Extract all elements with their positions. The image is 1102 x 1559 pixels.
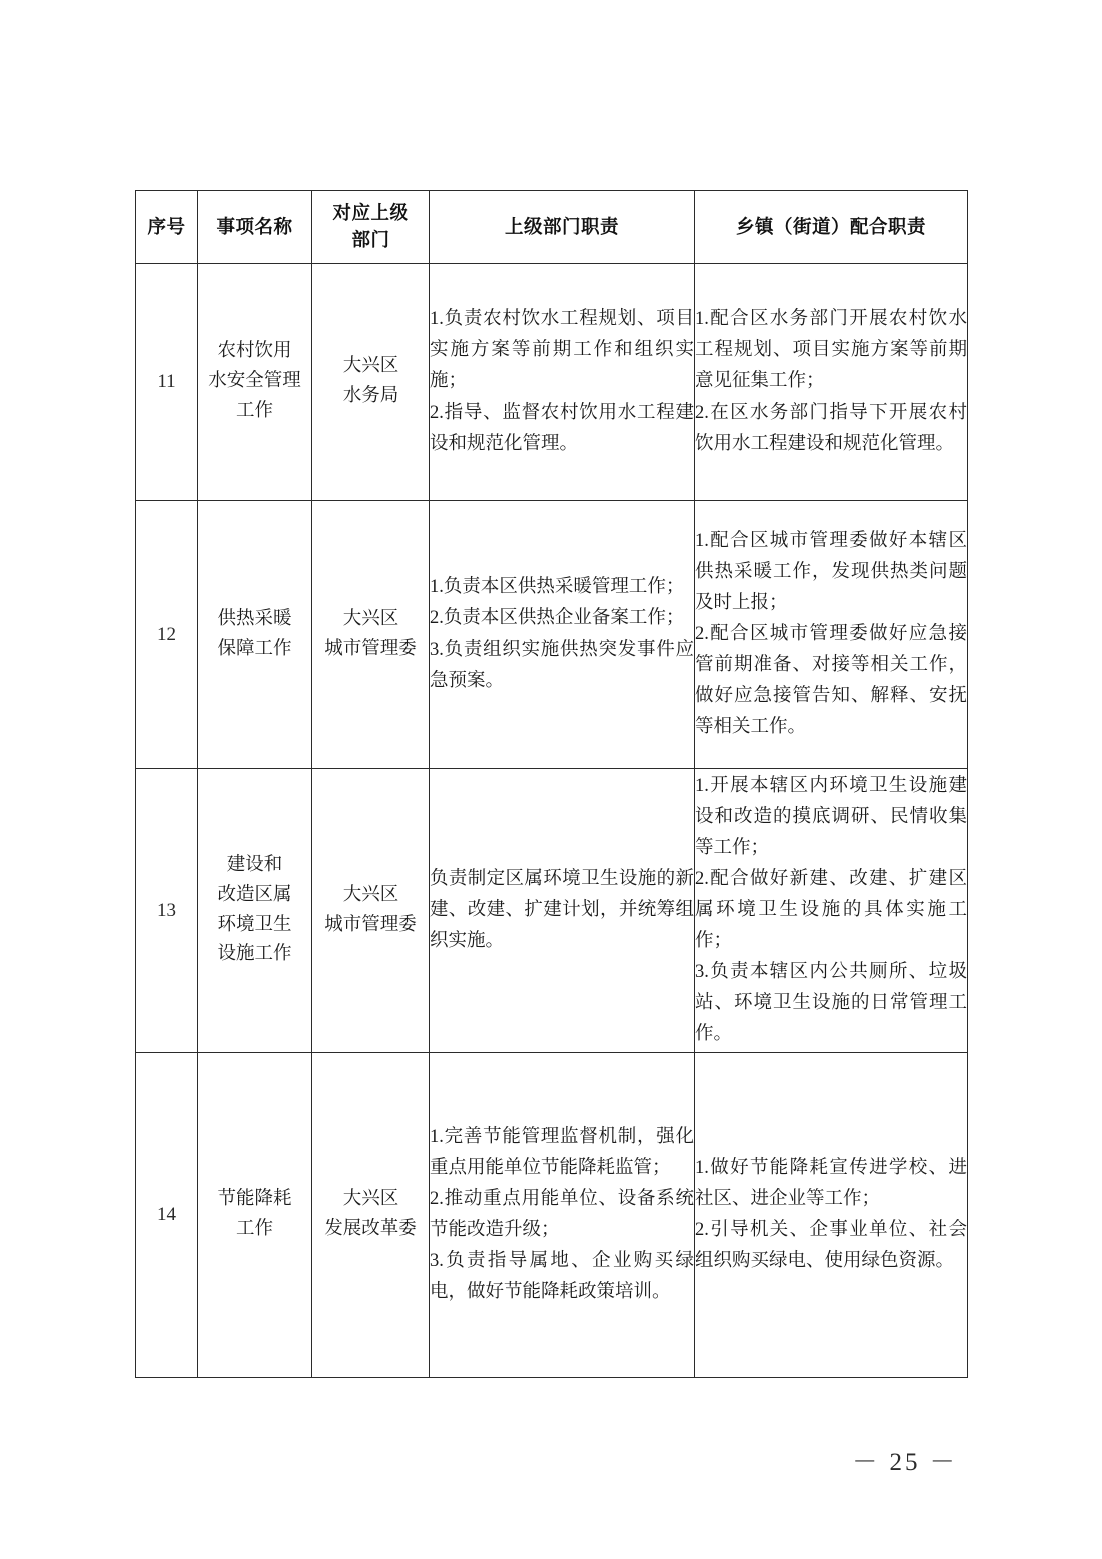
row-item-name-line: 设施工作 — [217, 944, 292, 965]
row-department-line: 水务局 — [342, 386, 399, 406]
row-seq: 13 — [136, 769, 198, 1053]
duty-line: 1.做好节能降耗宣传进学校、进社区、进企业等工作； — [695, 1157, 967, 1209]
row-item-name-line: 水安全管理 — [208, 371, 301, 392]
row-township-duty — [695, 769, 968, 1053]
row-item-name — [198, 264, 312, 501]
row-department-line: 城市管理委 — [324, 638, 417, 659]
duty-line: 2.指导、监督农村饮用水工程建设和规范化管理。 — [430, 402, 694, 454]
row-department — [312, 501, 430, 769]
header-township-duty — [695, 191, 968, 264]
header-upper-department-line2: 部门 — [351, 229, 390, 250]
table-row — [136, 501, 968, 769]
row-department-line: 城市管理委 — [324, 914, 417, 935]
row-item-name-line: 保障工作 — [217, 638, 292, 659]
row-township-duty — [695, 501, 968, 769]
header-township-duty-label: 乡镇（街道）配合职责 — [735, 215, 926, 237]
duty-line: 1.完善节能管理监督机制，强化重点用能单位节能降耗监管； — [430, 1126, 694, 1178]
row-item-name — [198, 769, 312, 1053]
row-upper-duty — [430, 1053, 695, 1378]
row-department-line: 发展改革委 — [324, 1219, 417, 1239]
row-item-name — [198, 1053, 312, 1378]
duty-line: 1.负责农村饮水工程规划、项目实施方案等前期工作和组织实施； — [430, 309, 694, 392]
duty-line: 1.负责本区供热采暖管理工作； — [430, 577, 685, 598]
page-number: － 25 － — [852, 1449, 958, 1476]
row-item-name-line: 供热采暖 — [217, 608, 292, 629]
row-item-name-line: 建设和 — [226, 854, 283, 875]
duty-line: 2.配合区城市管理委做好应急接管前期准备、对接等相关工作，做好应急接管告知、解释、安抚等相关工作。 — [695, 623, 967, 738]
duty-line: 2.推动重点用能单位、设备系统节能改造升级； — [430, 1188, 694, 1240]
header-upper-duty-label: 上级部门职责 — [504, 215, 619, 237]
header-seq-label: 序号 — [147, 215, 186, 237]
table-row — [136, 1053, 968, 1378]
row-department-line: 大兴区 — [342, 356, 399, 377]
row-upper-duty: 负责制定区属环境卫生设施的新建、改建、扩建计划，并统筹组织实施。 — [430, 769, 695, 1053]
row-upper-duty — [430, 501, 695, 769]
duty-line: 1.开展本辖区内环境卫生设施建设和改造的摸底调研、民情收集等工作； — [695, 775, 967, 858]
row-item-name-line: 环境卫生 — [217, 914, 292, 935]
header-upper-duty — [430, 191, 695, 264]
page-footer — [0, 1442, 1102, 1478]
table-row — [136, 264, 968, 501]
duty-line: 2.负责本区供热企业备案工作； — [430, 608, 685, 629]
duty-line: 2.在区水务部门指导下开展农村饮用水工程建设和规范化管理。 — [695, 402, 967, 454]
row-item-name-line: 工作 — [235, 400, 273, 421]
duty-line: 1.配合区水务部门开展农村饮水工程规划、项目实施方案等前期意见征集工作； — [695, 309, 967, 392]
row-seq: 11 — [136, 264, 198, 501]
header-item-name — [198, 191, 312, 264]
row-department — [312, 1053, 430, 1378]
row-seq: 12 — [136, 501, 198, 769]
responsibility-table — [135, 190, 968, 1378]
row-item-name-line: 节能降耗 — [217, 1189, 292, 1210]
row-department-line: 大兴区 — [342, 884, 399, 905]
table-header-row — [136, 191, 968, 264]
row-item-name — [198, 501, 312, 769]
duty-line: 2.配合做好新建、改建、扩建区属环境卫生设施的具体实施工作； — [695, 868, 967, 952]
duty-line: 3.负责指导属地、企业购买绿电，做好节能降耗政策培训。 — [430, 1251, 694, 1303]
row-department — [312, 264, 430, 501]
row-seq: 14 — [136, 1053, 198, 1378]
table-row — [136, 769, 968, 1053]
row-township-duty — [695, 264, 968, 501]
row-upper-duty — [430, 264, 695, 501]
row-department — [312, 769, 430, 1053]
row-department-line: 大兴区 — [342, 608, 399, 629]
header-upper-department — [312, 191, 430, 264]
header-seq — [136, 191, 198, 264]
row-department-line: 大兴区 — [342, 1189, 399, 1210]
header-upper-department-line1: 对应上级 — [332, 202, 409, 224]
row-item-name-line: 改造区属 — [217, 884, 292, 905]
header-item-name-label: 事项名称 — [216, 215, 293, 237]
row-item-name-line: 工作 — [235, 1219, 273, 1239]
duty-line: 1.配合区城市管理委做好本辖区供热采暖工作，发现供热类问题及时上报； — [695, 530, 967, 613]
row-township-duty — [695, 1053, 968, 1378]
duty-line: 2.引导机关、企事业单位、社会组织购买绿电、使用绿色资源。 — [695, 1220, 967, 1272]
duty-line: 3.负责组织实施供热突发事件应急预案。 — [430, 639, 694, 691]
row-item-name-line: 农村饮用 — [217, 341, 292, 362]
duty-line: 3.负责本辖区内公共厕所、垃圾站、环境卫生设施的日常管理工作。 — [695, 962, 967, 1045]
